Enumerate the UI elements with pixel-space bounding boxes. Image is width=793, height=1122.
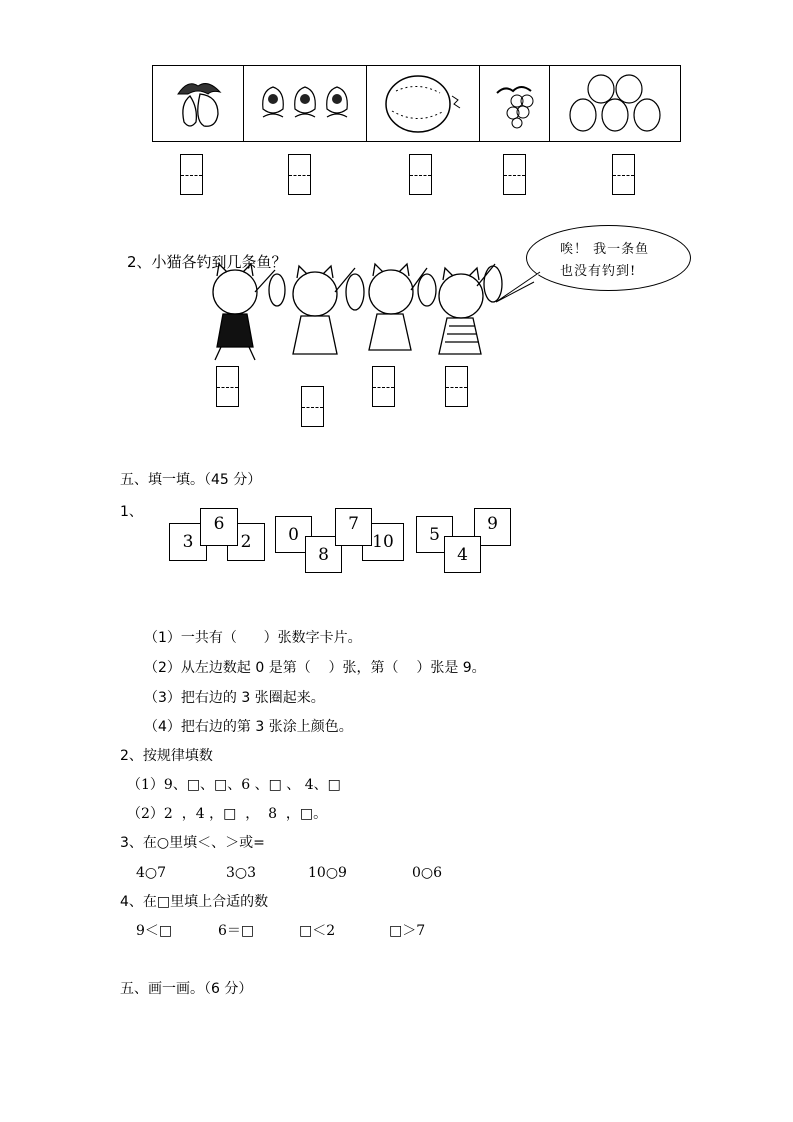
number-card: 2	[227, 523, 265, 561]
speech-line-2: 也没有钓到!	[560, 264, 637, 279]
fruit-cell-apple	[550, 66, 680, 141]
compare-item-1: 4○7	[136, 865, 167, 881]
speech-bubble	[526, 225, 691, 291]
fruit-cell-grapes	[480, 66, 550, 141]
cats-fishing-illustration	[195, 262, 505, 372]
apples-icon	[565, 71, 665, 137]
number-card: 4	[444, 536, 481, 573]
fill-item-4: □＞7	[389, 923, 426, 939]
sub-question-2: （2）从左边数起 0 是第（ ）张，第（ ）张是 9。	[144, 660, 486, 676]
compare-item-4: 0○6	[412, 865, 443, 881]
answer-box-watermelon[interactable]	[409, 154, 432, 195]
fill-item-3: □＜2	[299, 923, 336, 939]
answer-box-cat-1[interactable]	[216, 366, 239, 407]
answer-box-cat-3[interactable]	[372, 366, 395, 407]
answer-box-cat-4[interactable]	[445, 366, 468, 407]
fruit-cell-mango	[153, 66, 244, 141]
fruit-picture-table	[152, 65, 681, 142]
speech-bubble-tail	[494, 270, 544, 310]
answer-box-strawberry[interactable]	[288, 154, 311, 195]
answer-box-mango[interactable]	[180, 154, 203, 195]
speech-line-1: 唉！ 我一条鱼	[560, 242, 650, 257]
answer-box-apple[interactable]	[612, 154, 635, 195]
compare-item-2: 3○3	[226, 865, 257, 881]
section-5-title: 五、填一填。（45 分）	[120, 472, 262, 488]
answer-box-cat-2[interactable]	[301, 386, 324, 427]
question-1-label: 1、	[120, 504, 143, 520]
number-card: 9	[474, 508, 511, 546]
number-card: 8	[305, 536, 342, 573]
watermelon-icon	[378, 71, 468, 136]
fruit-cell-watermelon	[367, 66, 480, 141]
sub-question-4: （4）把右边的第 3 张涂上颜色。	[144, 719, 353, 735]
compare-item-3: 10○9	[308, 865, 347, 881]
question-2-title: 2、小猫各钓到几条鱼？	[127, 253, 287, 271]
mango-pair-icon	[168, 74, 228, 134]
fill-item-2: 6＝□	[218, 923, 255, 939]
answer-box-grapes[interactable]	[503, 154, 526, 195]
sub-question-3: （3）把右边的 3 张圈起来。	[144, 690, 325, 706]
pattern-line-1: （1）9、□、□、6 、□ 、 4、□	[127, 777, 341, 793]
number-card: 7	[335, 508, 372, 546]
question-4-fill-title: 4、在□里填上合适的数	[120, 894, 269, 910]
number-card: 5	[416, 516, 453, 553]
question-3-compare-title: 3、在○里填＜、＞或=	[120, 835, 265, 851]
number-card: 3	[169, 523, 207, 561]
sub-question-1: （1）一共有（ ）张数字卡片。	[144, 630, 362, 646]
section-draw-title: 五、画一画。（6 分）	[120, 981, 253, 997]
number-card: 6	[200, 508, 238, 546]
number-card: 0	[275, 516, 312, 553]
question-2-pattern-title: 2、按规律填数	[120, 748, 213, 764]
number-card: 10	[362, 523, 404, 561]
fill-item-1: 9＜□	[136, 923, 173, 939]
grape-bunch-icon	[493, 79, 537, 129]
pattern-line-2: （2）2 ，4 ，□ ， 8 ，□。	[127, 806, 328, 822]
fruit-cell-strawberry	[244, 66, 367, 141]
strawberries-icon	[255, 79, 355, 129]
